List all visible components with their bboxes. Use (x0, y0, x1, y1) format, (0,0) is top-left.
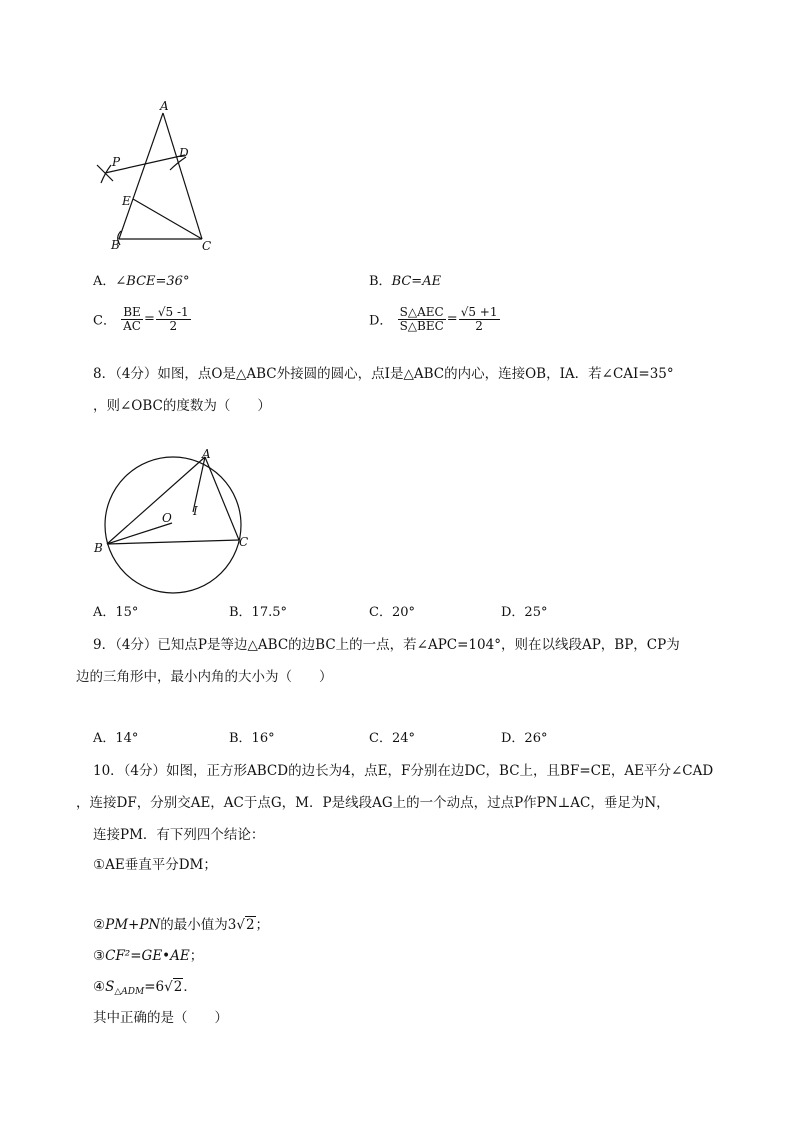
label-p: P (112, 155, 121, 169)
q10-line2: ，连接DF，分别交AE，AC于点G，M．P是线段AG上的一个动点，过点P作PN⊥AC，垂足为N， (76, 795, 670, 811)
label-e: E (122, 194, 131, 208)
segment-ac (205, 457, 239, 540)
label-a: A (160, 99, 169, 113)
q9-line1: 9．（4分）已知点P是等边△ABC的边BC上的一点，若∠APC=104°，则在以线段AP，BP，CP为 (93, 637, 680, 653)
q9-line2: 边的三角形中，最小内角的大小为（ ） (76, 669, 333, 685)
label-i: I (193, 504, 198, 518)
q10-line1: 10．（4分）如图，正方形ABCD的边长为4，点E，F分别在边DC，BC上，且BF=CE，AE平分∠CAD (93, 763, 714, 779)
label-c: C (239, 535, 249, 549)
figure-triangle-abc (85, 95, 225, 265)
q10-statement-4: $④S_{\triangle ADM}=6√2$． (93, 979, 197, 997)
q10-statement-1: ①AE垂直平分DM； (93, 857, 217, 873)
q7-option-c: C． $\frac{BE}{AC}$ = $\frac{√5 -1}{2}$ (93, 305, 189, 333)
q7-option-b: B．BC=AE (369, 274, 442, 289)
label-b: B (111, 238, 120, 252)
segment-ab (107, 457, 205, 544)
q7-option-d: D． $\frac{\text{S△AEC}}{\text{S△BEC}}$ = $\frac{√5 +1}{2}$ (369, 305, 498, 333)
q10-statement-3: ③CF²=GE•AE； (93, 948, 204, 964)
q9-option-a: A．14° (93, 731, 139, 746)
q8-line2: ，则∠OBC的度数为（ ） (93, 398, 271, 414)
segment-bc (107, 540, 239, 544)
q8-option-b: B．17.5° (229, 605, 287, 620)
q9-option-d: D．26° (501, 731, 548, 746)
q8-option-a: A．15° (93, 605, 139, 620)
q10-statement-2: ②PM+PN的最小值为3√2； (93, 917, 270, 933)
segment-ab (119, 113, 163, 239)
q9-option-c: C．24° (369, 731, 415, 746)
label-o: O (162, 511, 172, 525)
segment-ob (107, 523, 172, 544)
q8-option-d: D．25° (501, 605, 548, 620)
q7-option-a: A．∠BCE=36° (93, 274, 190, 289)
q8-line1: 8．（4分）如图，点O是△ABC外接圆的圆心，点I是△ABC的内心，连接OB，IA．若∠CAI=35° (93, 366, 674, 382)
label-d: D (179, 146, 189, 160)
figure-circle-abc (90, 440, 260, 600)
q9-option-b: B．16° (229, 731, 275, 746)
circumcircle (105, 457, 241, 593)
label-a: A (202, 447, 211, 461)
q10-line3: 连接PM．有下列四个结论： (93, 827, 265, 843)
arc-p1 (97, 165, 113, 181)
label-c: C (202, 239, 212, 253)
q8-option-c: C．20° (369, 605, 415, 620)
q10-closing: 其中正确的是（ ） (93, 1010, 228, 1026)
label-b: B (94, 541, 103, 555)
